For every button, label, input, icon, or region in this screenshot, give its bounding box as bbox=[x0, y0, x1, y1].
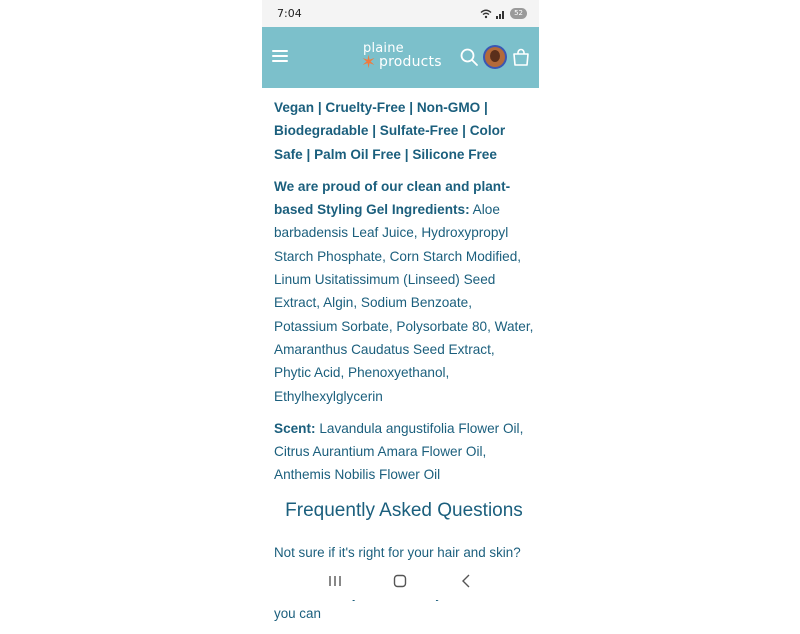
signal-icon bbox=[496, 9, 506, 19]
avatar[interactable] bbox=[485, 47, 505, 67]
logo-text-bottom: products bbox=[379, 54, 442, 70]
search-icon[interactable] bbox=[460, 48, 478, 66]
logo-text-top: plaine bbox=[363, 41, 404, 56]
logo[interactable] bbox=[361, 41, 445, 75]
status-icons bbox=[480, 8, 527, 19]
back-button[interactable] bbox=[456, 571, 476, 591]
scent-label: Scent: bbox=[274, 420, 316, 436]
menu-icon[interactable] bbox=[272, 50, 288, 64]
scent-paragraph bbox=[274, 417, 534, 487]
back-icon bbox=[461, 574, 471, 588]
home-icon bbox=[393, 574, 407, 588]
faq-title: Frequently Asked Questions bbox=[285, 499, 523, 521]
cart-icon[interactable] bbox=[512, 48, 530, 66]
phone-screen bbox=[262, 0, 539, 622]
starfish-icon: ✶ bbox=[361, 52, 377, 73]
ingredients-text: Aloe barbadensis Leaf Juice, Hydroxypropyl Starch Phosphate, Corn Starch Modified, Linum Usitatissimum (Linseed) Seed Extract, Algin, Sodium Benzoate, Potassium Sorbate, Polysorbate 80, Water, Amaranthus Caudatus Seed Extract, Phytic Acid, Phenoxyethanol, Ethylhexylglycerin bbox=[274, 202, 534, 404]
system-nav-bar bbox=[262, 562, 539, 600]
wifi-icon bbox=[480, 9, 492, 19]
app-header bbox=[262, 27, 539, 88]
battery-icon: 52 bbox=[510, 8, 527, 19]
product-details bbox=[274, 96, 534, 634]
status-bar bbox=[262, 0, 539, 27]
scent-text: Lavandula angustifolia Flower Oil, Citrus Aurantium Amara Flower Oil, Anthemis Nobilis Flower Oil bbox=[274, 420, 524, 483]
recents-button[interactable] bbox=[325, 571, 345, 591]
status-time: 7:04 bbox=[277, 7, 302, 20]
product-badges: Vegan | Cruelty-Free | Non-GMO | Biodegradable | Sulfate-Free | Color Safe | Palm Oil Free | Silicone Free bbox=[274, 100, 506, 162]
ingredients-label: We are proud of our clean and plant-based Styling Gel Ingredients: bbox=[274, 178, 511, 218]
recents-icon bbox=[328, 575, 342, 587]
ingredients-paragraph bbox=[274, 175, 534, 408]
faq-intro: Not sure if it's right for your hair and skin? you can bbox=[274, 544, 521, 622]
home-button[interactable] bbox=[390, 571, 410, 591]
